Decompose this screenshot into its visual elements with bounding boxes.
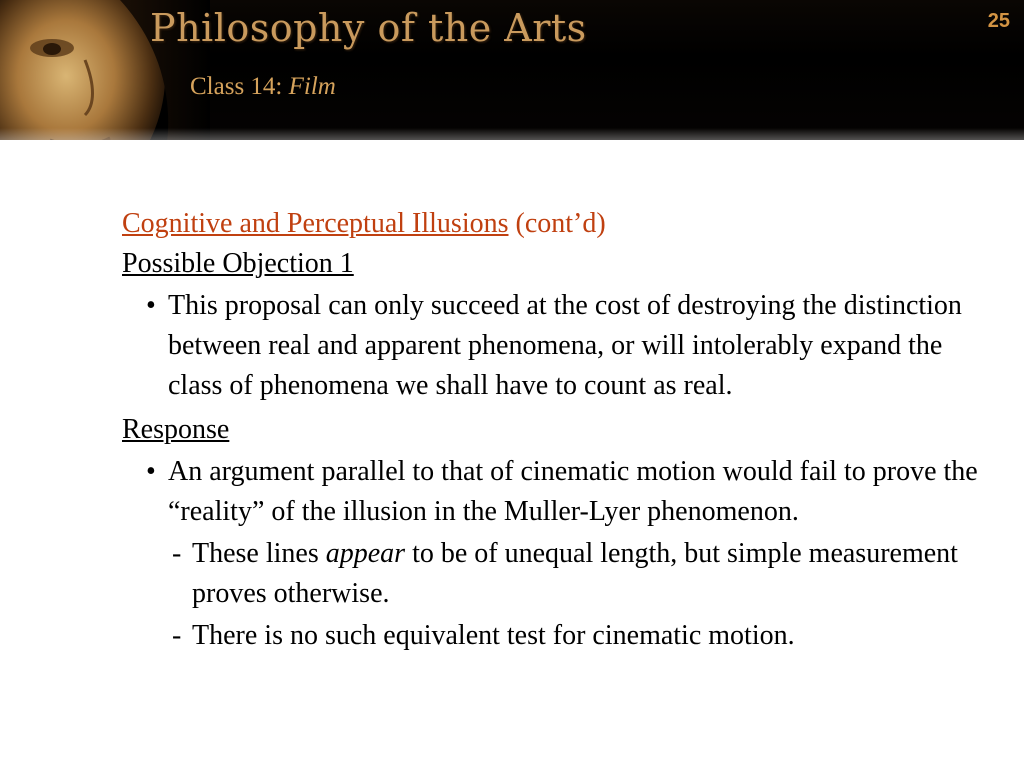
slide-number: 25 (987, 10, 1010, 32)
sub1-emphasis: appear (325, 538, 406, 569)
sub2-text: There is no such equivalent test for cinematic motion. (192, 620, 795, 651)
objection-bullet (122, 286, 1002, 406)
sub-point-2 (122, 616, 1002, 656)
sub1-before: These lines (192, 538, 319, 569)
objection-bullet-text: This proposal can only succeed at the cost of destroying the distinction between real and apparent phenomena, or will intolerably expand the class of phenomena we shall have to count as real. (168, 290, 962, 401)
bullet-dot: • (146, 290, 156, 321)
dash-mark: - (172, 538, 182, 569)
objection-title-text: Possible Objection 1 (122, 248, 354, 279)
series-title: Philosophy of the Arts (150, 6, 587, 50)
response-title-text: Response (122, 414, 230, 445)
class-prefix: Class 14: (190, 73, 283, 100)
response-bullet-text: An argument parallel to that of cinematic motion would fail to prove the “reality” of the illusion in the Muller-Lyer phenomenon. (168, 456, 978, 527)
objection-title (122, 244, 1002, 284)
slide-content (122, 204, 1002, 656)
header-fade (0, 128, 1024, 198)
sub-point-1 (122, 534, 1002, 614)
response-title (122, 410, 1002, 450)
class-title (190, 73, 336, 101)
dash-mark: - (172, 620, 182, 651)
bullet-dot: • (146, 456, 156, 487)
sub1-after: to be of unequal length, but simple measurement proves otherwise. (192, 538, 958, 609)
class-topic: Film (288, 73, 336, 100)
slide-heading (122, 204, 1002, 244)
header-band (0, 0, 1024, 140)
response-bullet (122, 452, 1002, 532)
heading-link[interactable]: Cognitive and Perceptual Illusions (122, 208, 509, 239)
heading-suffix: (cont’d) (515, 208, 606, 239)
